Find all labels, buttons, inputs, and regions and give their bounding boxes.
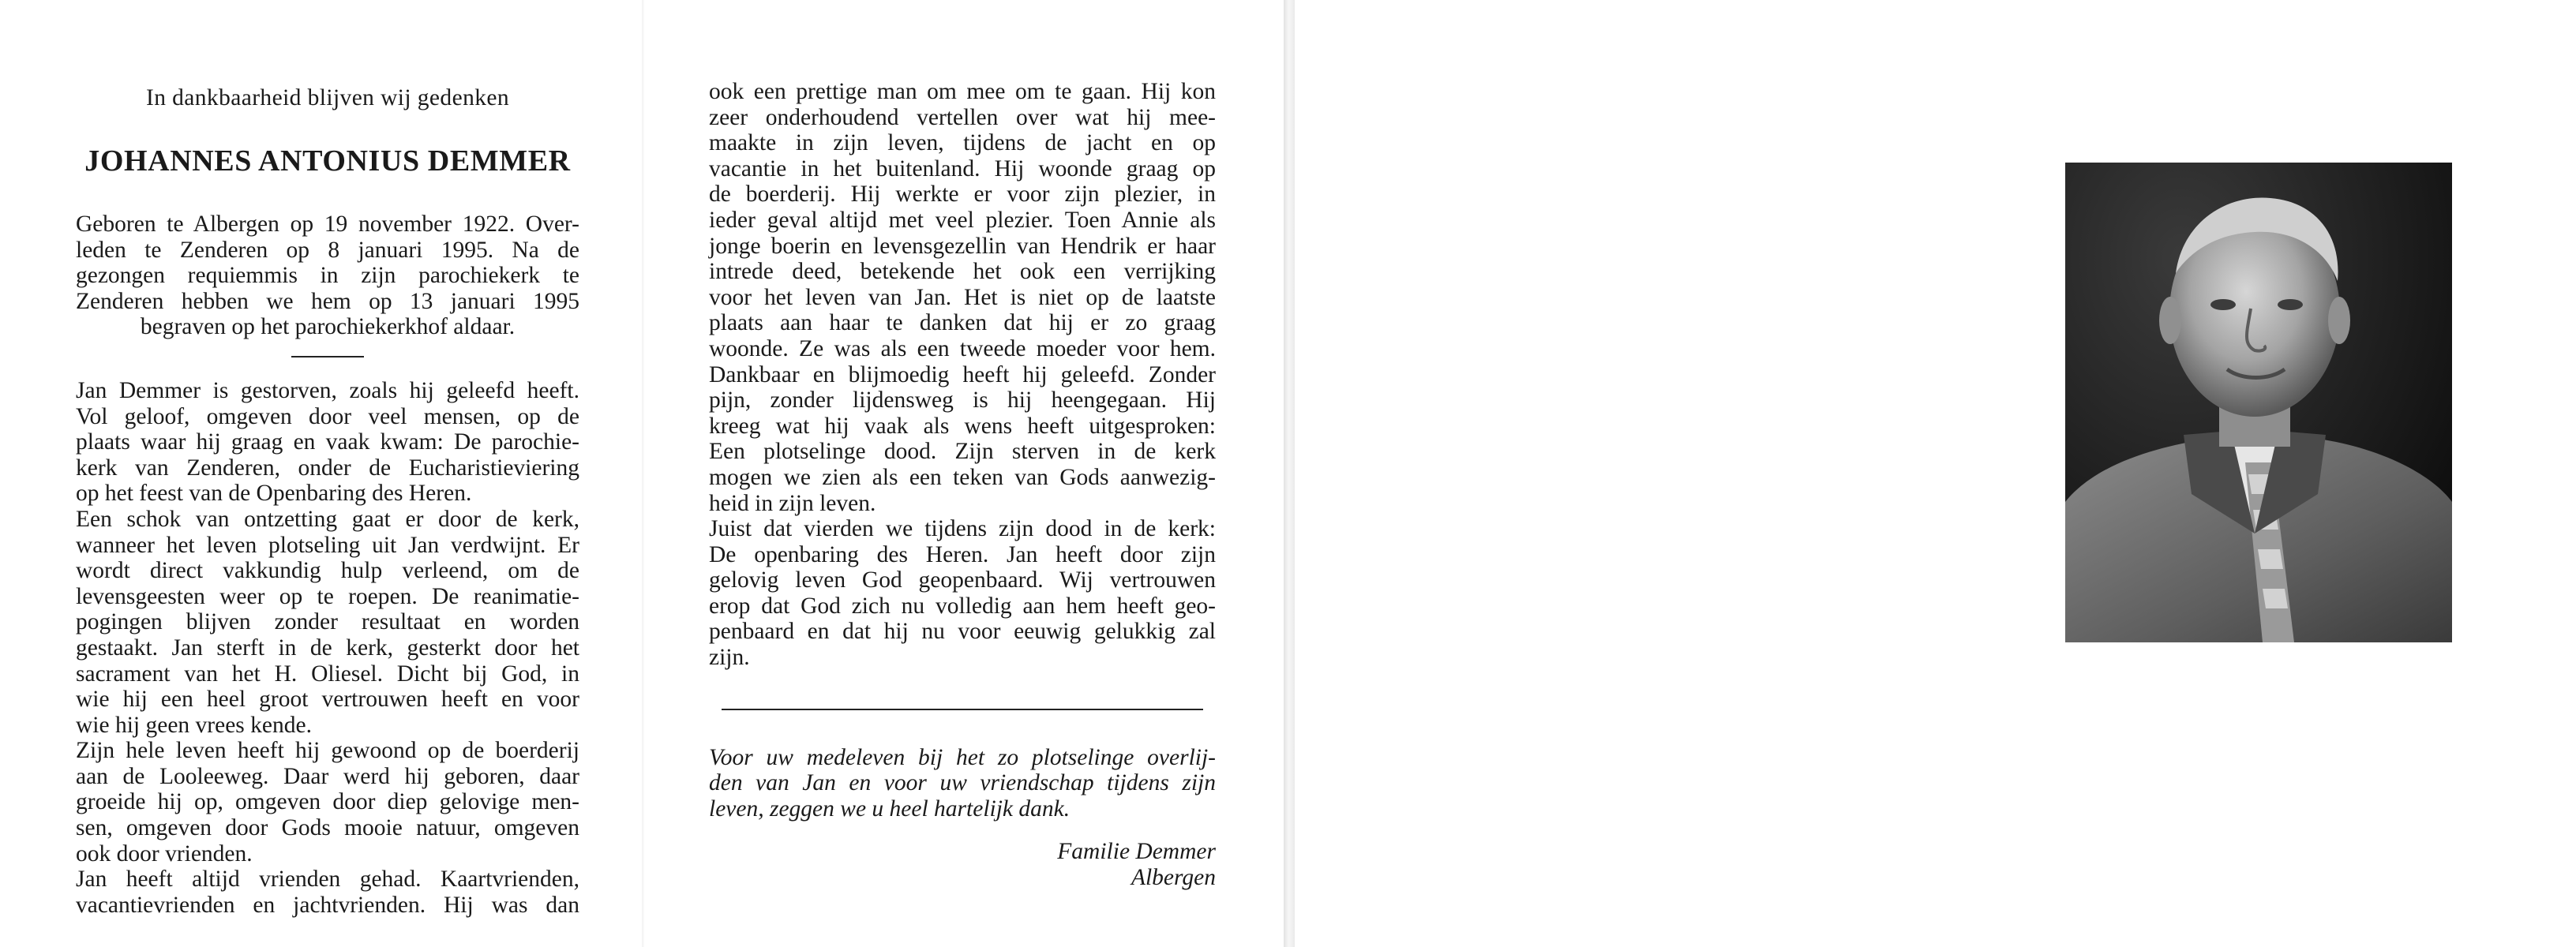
body-left-line: Jan heeft altijd vrienden gehad. Kaartvrienden, [76, 867, 579, 893]
details-line: gezongen requiemmis in zijn parochiekerk te [76, 263, 579, 289]
body-right-line: kreeg wat hij vaak als wens heeft uitgesproken: [709, 413, 1216, 439]
details-line: leden te Zenderen op 8 januari 1995. Na de [76, 237, 579, 263]
body-right-line: pijn, zonder lijdensweg is hij heengegaan. Hij [709, 387, 1216, 414]
right-column [709, 79, 1216, 891]
body-left-line: levensgeesten weer op te roepen. De reanimatie- [76, 583, 579, 609]
body-left-line: wordt direct vakkundig hulp verleend, om de [76, 558, 579, 584]
short-divider [291, 356, 364, 357]
body-left-line: kerk van Zenderen, onder de Eucharistieviering [76, 455, 579, 481]
body-left-line: sen, omgeven door Gods mooie natuur, omgeven [76, 815, 579, 841]
body-left-line: Zijn hele leven heeft hij gewoond op de boerderij [76, 738, 579, 764]
body-text-left [76, 378, 579, 918]
thanks-line: leven, zeggen we u heel hartelijk dank. [709, 795, 1071, 822]
body-right-line: De openbaring des Heren. Jan heeft door zijn [709, 541, 1216, 567]
body-left-line: groeide hij op, omgeven door diep gelovige men- [76, 789, 579, 815]
thanks-text [709, 745, 1216, 822]
body-right-line: gelovig leven God geopenbaard. Wij vertrouwen [709, 567, 1216, 593]
birth-death-details [76, 211, 579, 340]
signature-place: Albergen [1131, 865, 1216, 891]
body-right-line: plaats aan haar te danken dat hij er zo graag [709, 310, 1216, 336]
intro-line: In dankbaarheid blijven wij gedenken [145, 85, 510, 110]
body-right-line: voor het leven van Jan. Het is niet op de laatste [709, 284, 1216, 310]
body-left-line: plaats waar hij graag en vaak kwam: De parochie- [76, 429, 579, 455]
body-left-line: gestaakt. Jan sterft in de kerk, gesterkt door het [76, 634, 579, 661]
portrait-photo-icon [2065, 163, 2452, 642]
long-divider [722, 709, 1203, 710]
body-left-line: Jan Demmer is gestorven, zoals hij geleefd heeft. [76, 377, 579, 403]
deceased-name: JOHANNES ANTONIUS DEMMER [84, 144, 571, 178]
body-right-line: vacantie in het buitenland. Hij woonde graag op [709, 155, 1216, 182]
body-right-line: zeer onderhoudend vertellen over wat hij mee- [709, 104, 1216, 130]
body-right-line: penbaard en dat hij nu voor eeuwig gelukkig zal [709, 619, 1216, 645]
thanks-line: Voor uw medeleven bij het zo plotselinge overlij- [709, 744, 1216, 770]
body-left-line: vacantievrienden en jachtvrienden. Hij was dan [76, 892, 579, 918]
body-right-line: ook een prettige man om mee om te gaan. Hij kon [709, 79, 1216, 104]
body-left-line: pogingen blijven zonder resultaat en worden [76, 609, 579, 635]
body-left-line: wie hij een heel groot vertrouwen heeft en voor [76, 687, 579, 713]
body-right-line: zijn. [709, 645, 750, 671]
body-right-line: Een plotselinge dood. Zijn sterven in de kerk [709, 439, 1216, 465]
body-right-line: mogen we zien als een teken van Gods aanwezig- [709, 464, 1216, 490]
body-right-line: maakte in zijn leven, tijdens de jacht en op [709, 130, 1216, 156]
left-column [76, 79, 579, 918]
body-left-line: aan de Looleeweg. Daar werd hij geboren, daar [76, 763, 579, 789]
body-text-right [709, 79, 1216, 671]
body-left-line: wanneer het leven plotseling uit Jan verdwijnt. Er [76, 532, 579, 558]
details-line: begraven op het parochiekerkhof aldaar. [140, 314, 516, 340]
body-right-line: Juist dat vierden we tijdens zijn dood in de kerk: [709, 516, 1216, 542]
body-left-line: sacrament van het H. Oliesel. Dicht bij God, in [76, 661, 579, 687]
body-right-line: woonde. Ze was als een tweede moeder voor hem. [709, 335, 1216, 361]
signature [709, 839, 1216, 890]
body-left-line: wie hij geen vrees kende. [76, 712, 312, 738]
body-right-line: intrede deed, betekende het ook een verrijking [709, 259, 1216, 285]
card-fold [1284, 0, 1295, 947]
body-right-line: heid in zijn leven. [709, 490, 876, 516]
body-left-line: Vol geloof, omgeven door veel mensen, op de [76, 403, 579, 429]
details-line: Zenderen hebben we hem op 13 januari 1995 [76, 288, 579, 314]
body-right-line: de boerderij. Hij werkte er voor zijn plezier, in [709, 182, 1216, 208]
body-right-line: erop dat God zich nu volledig aan hem heeft geo- [709, 593, 1216, 619]
body-left-line: ook door vrienden. [76, 840, 253, 867]
body-right-line: Dankbaar en blijmoedig heeft hij geleefd. Zonder [709, 361, 1216, 387]
body-left-line: op het feest van de Openbaring des Heren. [76, 481, 472, 507]
thanks-line: den van Jan en voor uw vriendschap tijdens zijn [709, 770, 1216, 796]
inner-fold [642, 0, 644, 947]
body-right-line: jonge boerin en levensgezellin van Hendrik er haar [709, 233, 1216, 259]
details-line: Geboren te Albergen op 19 november 1922. Over- [76, 211, 579, 237]
body-left-line: Een schok van ontzetting gaat er door de kerk, [76, 506, 579, 532]
signature-family: Familie Demmer [1057, 839, 1216, 865]
body-right-line: ieder geval altijd met veel plezier. Toen Annie als [709, 207, 1216, 233]
